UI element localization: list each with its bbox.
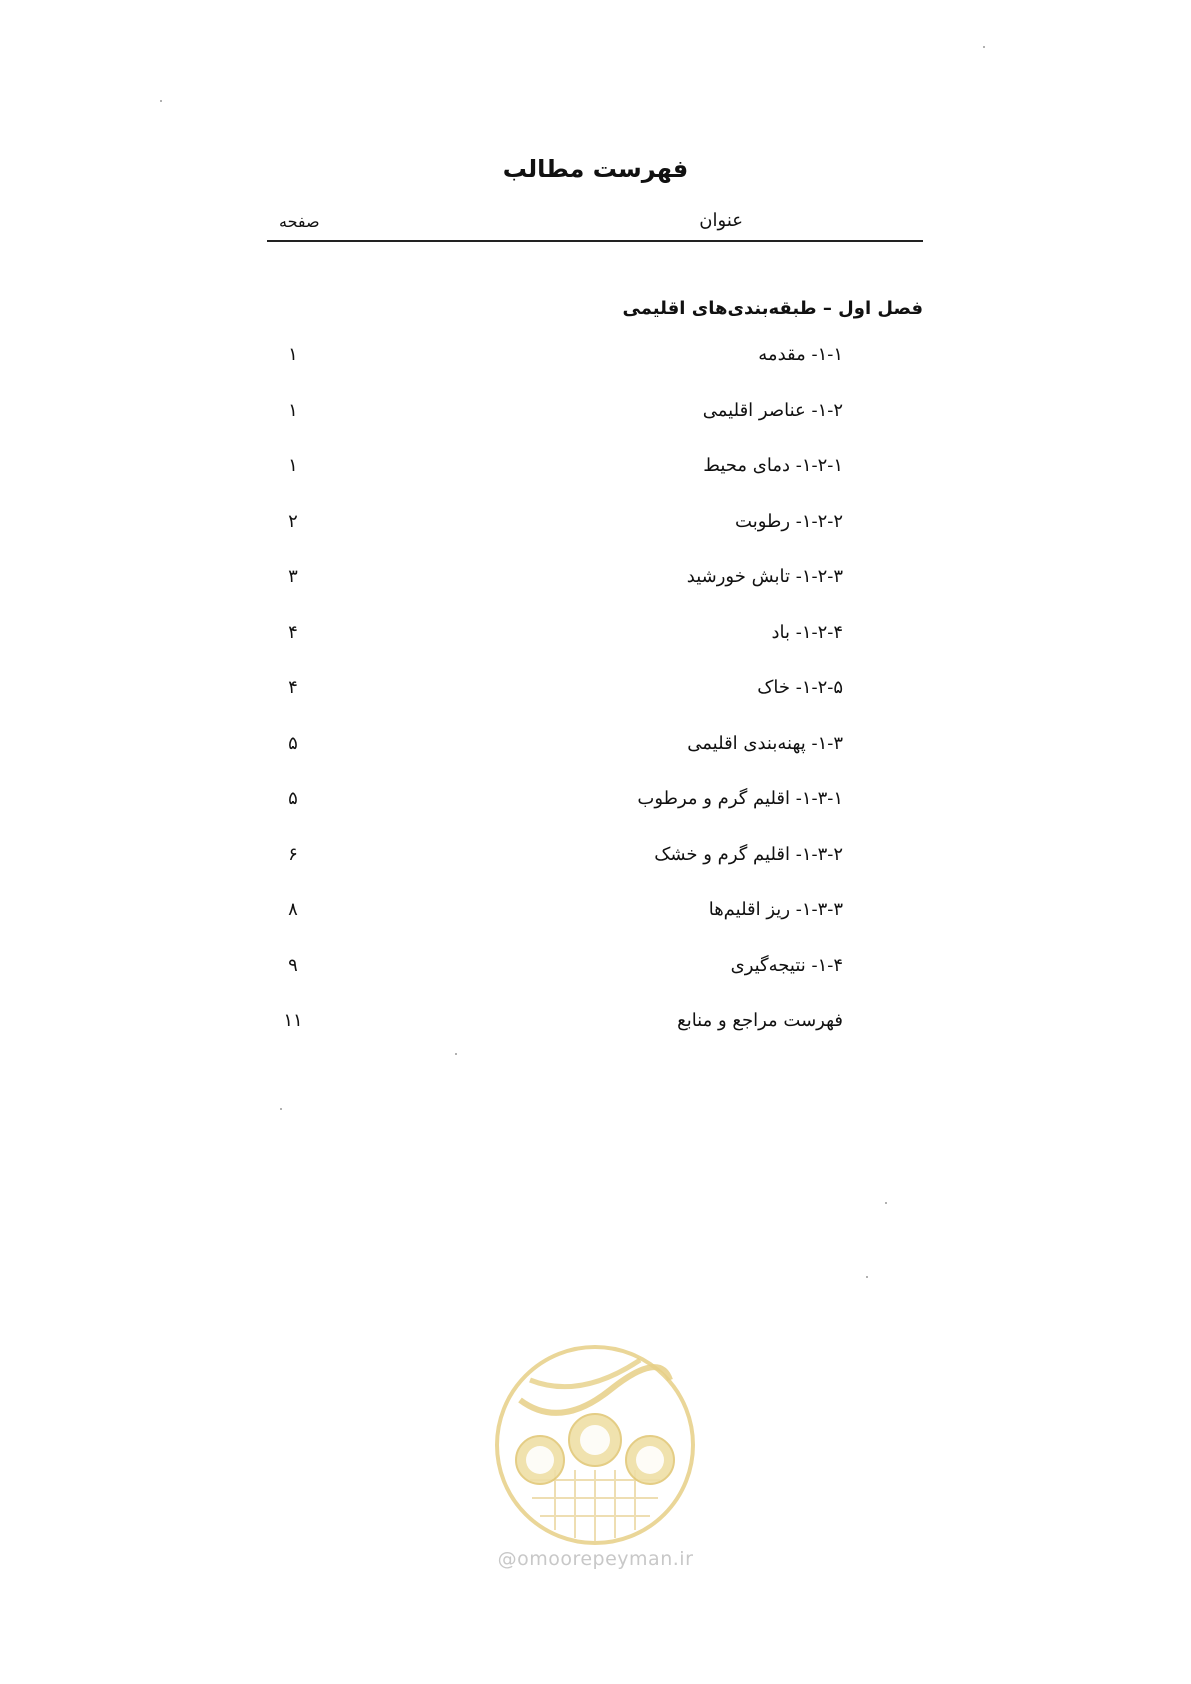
toc-entry xyxy=(267,673,923,729)
toc-entry-title: ۱-۲-۳- تابش خورشید xyxy=(686,566,843,587)
toc-entry-title: ۱-۲- عناصر اقلیمی xyxy=(702,399,843,421)
toc-entry-title: ۱-۳- پهنه‌بندی اقلیمی xyxy=(687,732,843,754)
toc-entry-title: ۱-۴- نتیجه‌گیری xyxy=(730,954,843,976)
column-title-label: عنوان xyxy=(699,210,743,231)
toc-entry xyxy=(267,840,923,896)
toc-entry-page: ۶ xyxy=(288,843,298,865)
toc-entry xyxy=(267,618,923,674)
toc-entry-page: ۱ xyxy=(288,399,298,421)
toc-entry-page: ۲ xyxy=(288,510,298,532)
watermark-logo-icon xyxy=(490,1330,700,1560)
toc-entry-title: ۱-۲-۱- دمای محیط xyxy=(703,455,843,476)
toc-entry xyxy=(267,729,923,785)
toc-entry-title: ۱-۳-۲- اقلیم گرم و خشک xyxy=(654,843,843,865)
toc-list xyxy=(267,340,923,1062)
toc-entry-title: ۱-۲-۴- باد xyxy=(771,621,843,643)
toc-entry-page: ۵ xyxy=(288,788,298,809)
toc-entry xyxy=(267,951,923,1007)
scan-speck xyxy=(455,1053,457,1055)
toc-entry-page: ۳ xyxy=(288,566,298,587)
toc-entry-page: ۸ xyxy=(288,899,298,920)
toc-entry-title: ۱-۱- مقدمه xyxy=(758,344,843,365)
toc-entry-page: ۴ xyxy=(288,677,298,698)
toc-entry xyxy=(267,1006,923,1062)
toc-entry-title: ۱-۳-۳- ریز اقلیم‌ها xyxy=(708,899,843,920)
toc-entry xyxy=(267,562,923,618)
scan-speck xyxy=(280,1108,282,1110)
toc-entry xyxy=(267,451,923,507)
toc-entry xyxy=(267,784,923,840)
toc-entry-title: ۱-۳-۱- اقلیم گرم و مرطوب xyxy=(637,788,843,809)
scan-speck xyxy=(885,1202,887,1204)
toc-entry-page: ۹ xyxy=(288,954,298,976)
toc-entry xyxy=(267,507,923,563)
toc-title: فهرست مطالب xyxy=(502,155,689,183)
column-page-label: صفحه xyxy=(279,212,320,231)
toc-entry-page: ۴ xyxy=(288,621,298,643)
chapter-heading: فصل اول – طبقه‌بندی‌های اقلیمی xyxy=(622,298,923,319)
scan-speck xyxy=(983,46,985,48)
toc-entry xyxy=(267,895,923,951)
toc-entry-title: فهرست مراجع و منابع xyxy=(677,1010,843,1031)
toc-entry-title: ۱-۲-۵- خاک xyxy=(757,677,843,698)
toc-entry-page: ۵ xyxy=(288,732,298,754)
toc-header-row xyxy=(267,210,923,242)
watermark-url: @omoorepeyman.ir xyxy=(497,1548,694,1570)
toc-entry-page: ۱ xyxy=(288,455,298,476)
scan-speck xyxy=(160,100,162,102)
toc-entry-page: ۱۱ xyxy=(283,1010,303,1031)
scan-speck xyxy=(866,1276,868,1278)
toc-entry-page: ۱ xyxy=(288,344,298,365)
toc-entry xyxy=(267,340,923,396)
toc-entry xyxy=(267,396,923,452)
toc-entry-title: ۱-۲-۲- رطوبت xyxy=(735,510,843,532)
